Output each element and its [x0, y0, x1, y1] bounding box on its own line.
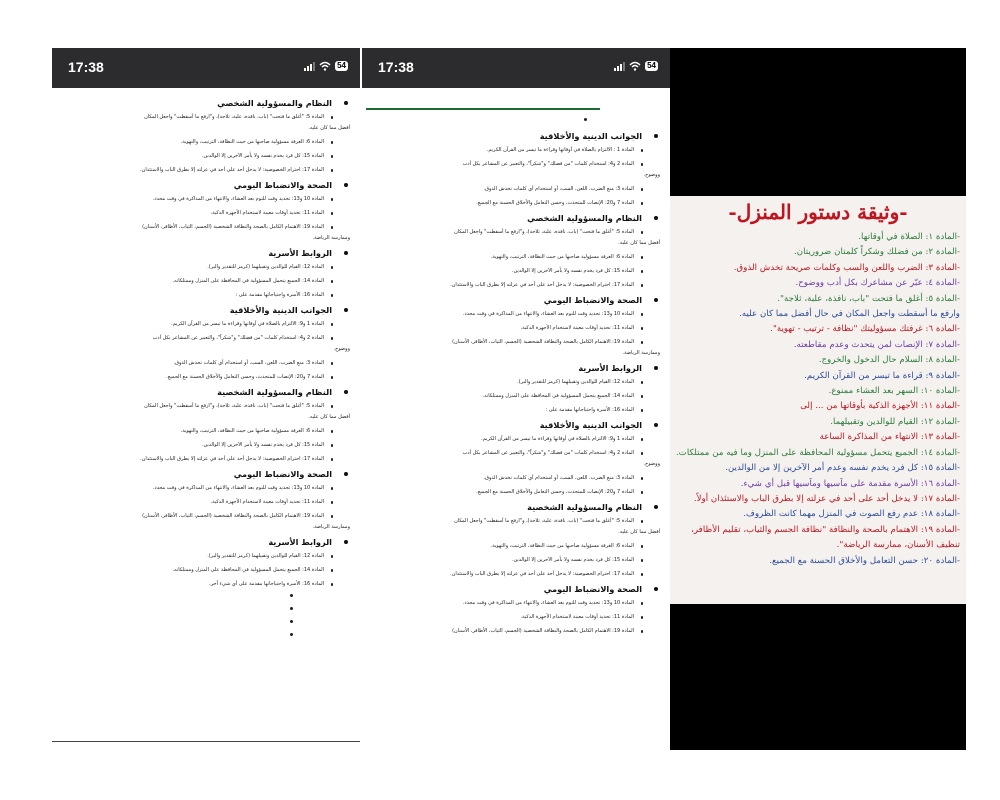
constitution-article: -المادة ١٤: الجميع يتحمل مسؤولية المحافظة على المنزل وما فيه من ممتلكات. — [675, 447, 960, 458]
document-section — [70, 305, 350, 381]
document-line: ووضوح. — [643, 461, 660, 467]
document-line: المادة 19: الاهتمام الكامل بالصحة والنظافة الشخصية (الجسم، الثياب، الأظافر، الأسنان) — [380, 338, 660, 346]
document-line: المادة 16: الأسرة واحتياجاتها مقدمة على أي شيء آخر. — [70, 580, 350, 588]
document-line: المادة 11: تحديد أوقات معينة لاستخدام الأجهزة الذكية. — [380, 613, 660, 621]
signal-icon — [304, 61, 315, 71]
status-time: 17:38 — [68, 59, 104, 75]
status-time: 17:38 — [378, 59, 414, 75]
constitution-article: -المادة ١٠: السهر بعد العشاء ممنوع. — [828, 386, 960, 397]
document-line: المادة 10 و13: تحديد وقت للنوم بعد العشاء، والانتهاء من المذاكرة في وقت محدد. — [380, 599, 660, 607]
document-section — [380, 131, 660, 207]
constitution-article: -المادة ١٥: كل فرد يخدم نفسه وعدم أمر الآخرين إلا من الوالدين. — [725, 463, 960, 474]
section-heading: الجوانب الدينية والأخلاقية — [380, 420, 660, 430]
document-line: المادة 19: الاهتمام الكامل بالصحة والنظافة الشخصية (الجسم، الثياب، الأظافر، الأسنان) — [70, 512, 350, 520]
handwritten-constitution-photo — [670, 196, 966, 604]
constitution-article: وارفع ما أسقطت واجعل المكان في حال أفضل مما كان عليه. — [739, 309, 960, 320]
document-line: المادة 3: منع الضرب، اللعن، السب، أو استخدام أي كلمات تخدش الذوق. — [70, 359, 350, 367]
document-line: المادة 1 و9: الالتزام بالصلاة في أوقاتها وقراءة ما تيسر من القرآن الكريم. — [380, 435, 660, 443]
status-icons — [304, 61, 348, 71]
document-line: المادة 5: "أغلق ما فتحت" (باب، نافذة، علبة، ثلاجة)، و"ارفع ما أسقطت" واجعل المكان — [70, 402, 350, 410]
document-line: المادة 1 و9: الالتزام بالصلاة في أوقاتها وقراءة ما تيسر من القرآن الكريم. — [70, 320, 350, 328]
document-line: المادة 6: الغرفة مسؤولية صاحبها من حيث النظافة، الترتيب، والتهوية. — [70, 138, 350, 146]
right-document-body — [362, 121, 670, 635]
document-line: المادة 15: كل فرد يخدم نفسه ولا يأمر الآخرين إلا الوالدين. — [70, 152, 350, 160]
empty-bullets — [52, 594, 360, 636]
document-section — [70, 537, 350, 588]
document-line: وممارسة الرياضة. — [312, 235, 350, 241]
constitution-article: -المادة ٩: قراءة ما تيسر من القرآن الكريم. — [804, 370, 960, 381]
constitution-article: -المادة ٥: أغلق ما فتحت "باب، نافذة، علبة، ثلاجة". — [777, 293, 960, 304]
section-heading: الصحة والانضباط اليومي — [380, 584, 660, 594]
document-line: أفضل مما كان عليه. — [618, 240, 660, 246]
document-line: وممارسة الرياضة. — [622, 350, 660, 356]
document-line: المادة 6: الغرفة مسؤولية صاحبها من حيث النظافة، الترتيب، والتهوية. — [380, 253, 660, 261]
document-line: المادة 15: كل فرد يخدم نفسه ولا يأمر الآخرين إلا الوالدين. — [380, 267, 660, 275]
constitution-article: -المادة ١٢: القيام للوالدين وتقبيلهما. — [830, 416, 960, 427]
section-heading: النظام والمسؤولية الشخصية — [70, 387, 350, 397]
document-line: المادة 12: القيام للوالدين وتقبيلهما (كرمز للتقدير والبر). — [380, 378, 660, 386]
wifi-icon — [629, 61, 641, 71]
section-heading: الصحة والانضباط اليومي — [70, 180, 350, 190]
constitution-article: -المادة ١٨: عدم رفع الصوت في المنزل مهما كانت الظروف. — [743, 509, 960, 520]
battery-icon: 54 — [647, 61, 656, 70]
document-line: المادة 19: الاهتمام الكامل بالصحة والنظافة الشخصية (الجسم، الثياب، الأظافر، الأسنان) — [70, 223, 350, 231]
constitution-article: -المادة ٣: الضرب واللعن والسب وكلمات صريحة تخدش الذوق. — [733, 262, 960, 273]
document-line: وممارسة الرياضة. — [312, 524, 350, 530]
document-line: المادة 12: القيام للوالدين وتقبيلهما (كرمز للتقدير والبر). — [70, 263, 350, 271]
bullet-dot — [290, 607, 293, 610]
constitution-article: -المادة ١٩: الاهتمام بالصحة والنظافة "نظافة الجسم والثياب، تقليم الأظافر، — [691, 524, 960, 535]
status-bar — [52, 48, 360, 88]
bullet-dot — [290, 594, 293, 597]
document-line: أفضل مما كان عليه. — [618, 529, 660, 535]
document-line: المادة 3: منع الضرب، اللعن، السب، أو استخدام أي كلمات تخدش الذوق. — [380, 474, 660, 482]
section-heading: الروابط الأسرية — [70, 248, 350, 258]
battery-icon: 54 — [337, 61, 346, 70]
section-heading: النظام والمسؤولية الشخصي — [380, 213, 660, 223]
document-line: ووضوح. — [643, 172, 660, 178]
document-line: المادة 19: الاهتمام الكامل بالصحة والنظافة الشخصية (الجسم، الثياب، الأظافر، الأسنان) — [380, 627, 660, 635]
document-line: المادة 14: الجميع يتحمل المسؤولية في المحافظة على المنزل وممتلكاته. — [380, 392, 660, 400]
document-section — [380, 363, 660, 414]
left-document-body — [52, 88, 360, 588]
ruler — [52, 741, 360, 748]
document-line: المادة 1 : الالتزام بالصلاة في أوقاتها وقراءة ما تيسر من القرآن الكريم. — [380, 146, 660, 154]
constitution-article: -المادة ١٧: لا يدخل أحد على أحد في عزلته إلا بطرق الباب والاستئذان أولاً. — [693, 493, 960, 504]
document-line: المادة 2 و4: استخدام كلمات "من فضلك" و"شكراً"، والتعبير عن المشاعر بكل أدب — [380, 160, 660, 168]
document-line: المادة 6: الغرفة مسؤولية صاحبها من حيث النظافة، الترتيب، والتهوية. — [380, 542, 660, 550]
document-line: المادة 17: احترام الخصوصية: لا يدخل أحد على أحد في عزلته إلا بطرق الباب والاستئذان. — [70, 455, 350, 463]
document-section — [380, 584, 660, 635]
document-line: المادة 5: "أغلق ما فتحت" (باب، نافذة، علبة، ثلاجة)، و"ارفع ما أسقطت" واجعل المكان — [380, 228, 660, 236]
constitution-articles — [670, 224, 966, 569]
section-heading: الصحة والانضباط اليومي — [380, 295, 660, 305]
document-line: المادة 7 و20: الإنصات للمتحدث، وحسن التعامل والأخلاق الحسنة مع الجميع. — [380, 199, 660, 207]
section-heading: الصحة والانضباط اليومي — [70, 469, 350, 479]
right-document-screenshot — [362, 48, 670, 750]
document-line: المادة 17: احترام الخصوصية: لا يدخل أحد على أحد في عزلته إلا بطرق الباب والاستئذان. — [380, 570, 660, 578]
document-line: أفضل مما كان عليه. — [308, 125, 350, 131]
document-line: المادة 10 و13: تحديد وقت للنوم بعد العشاء، والانتهاء من المذاكرة في وقت محدد. — [380, 310, 660, 318]
section-heading: الجوانب الدينية والأخلاقية — [70, 305, 350, 315]
document-line: المادة 15: كل فرد يخدم نفسه ولا يأمر الآخرين إلا الوالدين. — [380, 556, 660, 564]
document-line: المادة 17: احترام الخصوصية: لا يدخل أحد على أحد في عزلته إلا بطرق الباب والاستئذان. — [380, 281, 660, 289]
constitution-article: -المادة ١٦: الأسرة مقدمة على مآسيها ومآسيها قبل أي شيء. — [740, 478, 960, 489]
document-line: المادة 16: الأسرة واحتياجاتها مقدمة على : — [70, 291, 350, 299]
document-section — [380, 213, 660, 289]
constitution-article: -المادة ١٣: الانتهاء من المذاكرة الساعة — [819, 432, 960, 443]
constitution-article: -المادة ٤: عبّر عن مشاعرك بكل أدب ووضوح. — [795, 278, 960, 289]
document-section — [380, 295, 660, 357]
bullet-dot — [290, 633, 293, 636]
document-section — [380, 502, 660, 578]
signal-icon — [614, 61, 625, 71]
bullet-dot — [290, 620, 293, 623]
document-line: المادة 2 و4: استخدام كلمات "من فضلك" و"شكراً"، والتعبير عن المشاعر بكل أدب — [70, 334, 350, 342]
constitution-article: -المادة ٢: من فضلك وشكراً كلمتان ضروريتان. — [794, 247, 960, 258]
document-section — [70, 469, 350, 531]
document-line: المادة 12: القيام للوالدين وتقبيلهما (كرمز للتقدير والبر). — [70, 552, 350, 560]
document-section — [70, 180, 350, 242]
document-line: المادة 3: منع الضرب، اللعن، السب، أو استخدام أي كلمات تخدش الذوق. — [380, 185, 660, 193]
section-heading: الجوانب الدينية والأخلاقية — [380, 131, 660, 141]
document-line: أفضل مما كان عليه. — [308, 414, 350, 420]
document-line: المادة 11: تحديد أوقات معينة لاستخدام الأجهزة الذكية. — [380, 324, 660, 332]
document-line: المادة 2 و4: استخدام كلمات "من فضلك" و"شكراً"، والتعبير عن المشاعر بكل أدب — [380, 449, 660, 457]
divider-line — [366, 108, 600, 110]
document-section — [70, 387, 350, 463]
constitution-title: -وثيقة دستور المنزل- — [728, 200, 908, 224]
document-line: المادة 5: "أغلق ما فتحت" (باب، نافذة، علبة، ثلاجة)، و"ارفع ما أسقطت" واجعل المكان — [70, 113, 350, 121]
constitution-article: -المادة ١١: الأجهزة الذكية بأوقاتها من ... إلى — [800, 401, 960, 412]
document-line: المادة 15: كل فرد يخدم نفسه ولا يأمر الآخرين إلا الوالدين. — [70, 441, 350, 449]
wifi-icon — [319, 61, 331, 71]
constitution-article: -المادة ١: الصلاة في أوقاتها. — [858, 232, 960, 242]
status-icons — [614, 61, 658, 71]
document-line: المادة 16: الأسرة واحتياجاتها مقدمة على : — [380, 406, 660, 414]
document-line: المادة 6: الغرفة مسؤولية صاحبها من حيث النظافة، الترتيب، والتهوية. — [70, 427, 350, 435]
section-heading: النظام والمسؤولية الشخصية — [380, 502, 660, 512]
document-line: المادة 11: تحديد أوقات معينة لاستخدام الأجهزة الذكية. — [70, 498, 350, 506]
status-bar — [362, 48, 670, 88]
constitution-article: -المادة ٨: السلام حال الدخول والخروج. — [818, 355, 960, 366]
document-line: المادة 17: احترام الخصوصية: لا يدخل أحد على أحد في عزلته إلا بطرق الباب والاستئذان. — [70, 166, 350, 174]
constitution-article: -المادة ٦: غرفتك مسؤوليتك "نظافة - ترتيب - تهوية". — [770, 324, 960, 335]
constitution-article: -المادة ٢٠: حسن التعامل والأخلاق الحسنة مع الجميع. — [769, 555, 960, 566]
document-section — [70, 248, 350, 299]
section-heading: النظام والمسؤولية الشخصي — [70, 98, 350, 108]
document-line: المادة 11: تحديد أوقات معينة لاستخدام الأجهزة الذكية. — [70, 209, 350, 217]
document-line: المادة 10 و13: تحديد وقت للنوم بعد العشاء، والانتهاء من المذاكرة في وقت محدد. — [70, 484, 350, 492]
document-line: المادة 14: الجميع يتحمل المسؤولية في المحافظة على المنزل وممتلكاته. — [70, 566, 350, 574]
document-line: المادة 14: الجميع يتحمل المسؤولية في المحافظة على المنزل وممتلكاته. — [70, 277, 350, 285]
constitution-article: -المادة ٧: الإنصات لمن يتحدث وعدم مقاطعته. — [793, 339, 960, 350]
document-line: المادة 7 و20: الإنصات للمتحدث، وحسن التعامل والأخلاق الحسنة مع الجميع. — [380, 488, 660, 496]
document-line: المادة 5: "أغلق ما فتحت" (باب، نافذة، علبة، ثلاجة)، و"ارفع ما أسقطت" واجعل المكان — [380, 517, 660, 525]
section-heading: الروابط الأسرية — [70, 537, 350, 547]
document-section — [380, 420, 660, 496]
document-line: المادة 7 و20: الإنصات للمتحدث، وحسن التعامل والأخلاق الحسنة مع الجميع. — [70, 373, 350, 381]
document-line: ووضوح. — [333, 346, 350, 352]
document-section — [70, 98, 350, 174]
document-line: المادة 10 و13: تحديد وقت للنوم بعد العشاء، والانتهاء من المذاكرة في وقت محدد. — [70, 195, 350, 203]
section-heading: الروابط الأسرية — [380, 363, 660, 373]
constitution-article: تنظيف الأسنان، ممارسة الرياضة". — [836, 540, 960, 551]
left-document-screenshot — [52, 48, 360, 750]
